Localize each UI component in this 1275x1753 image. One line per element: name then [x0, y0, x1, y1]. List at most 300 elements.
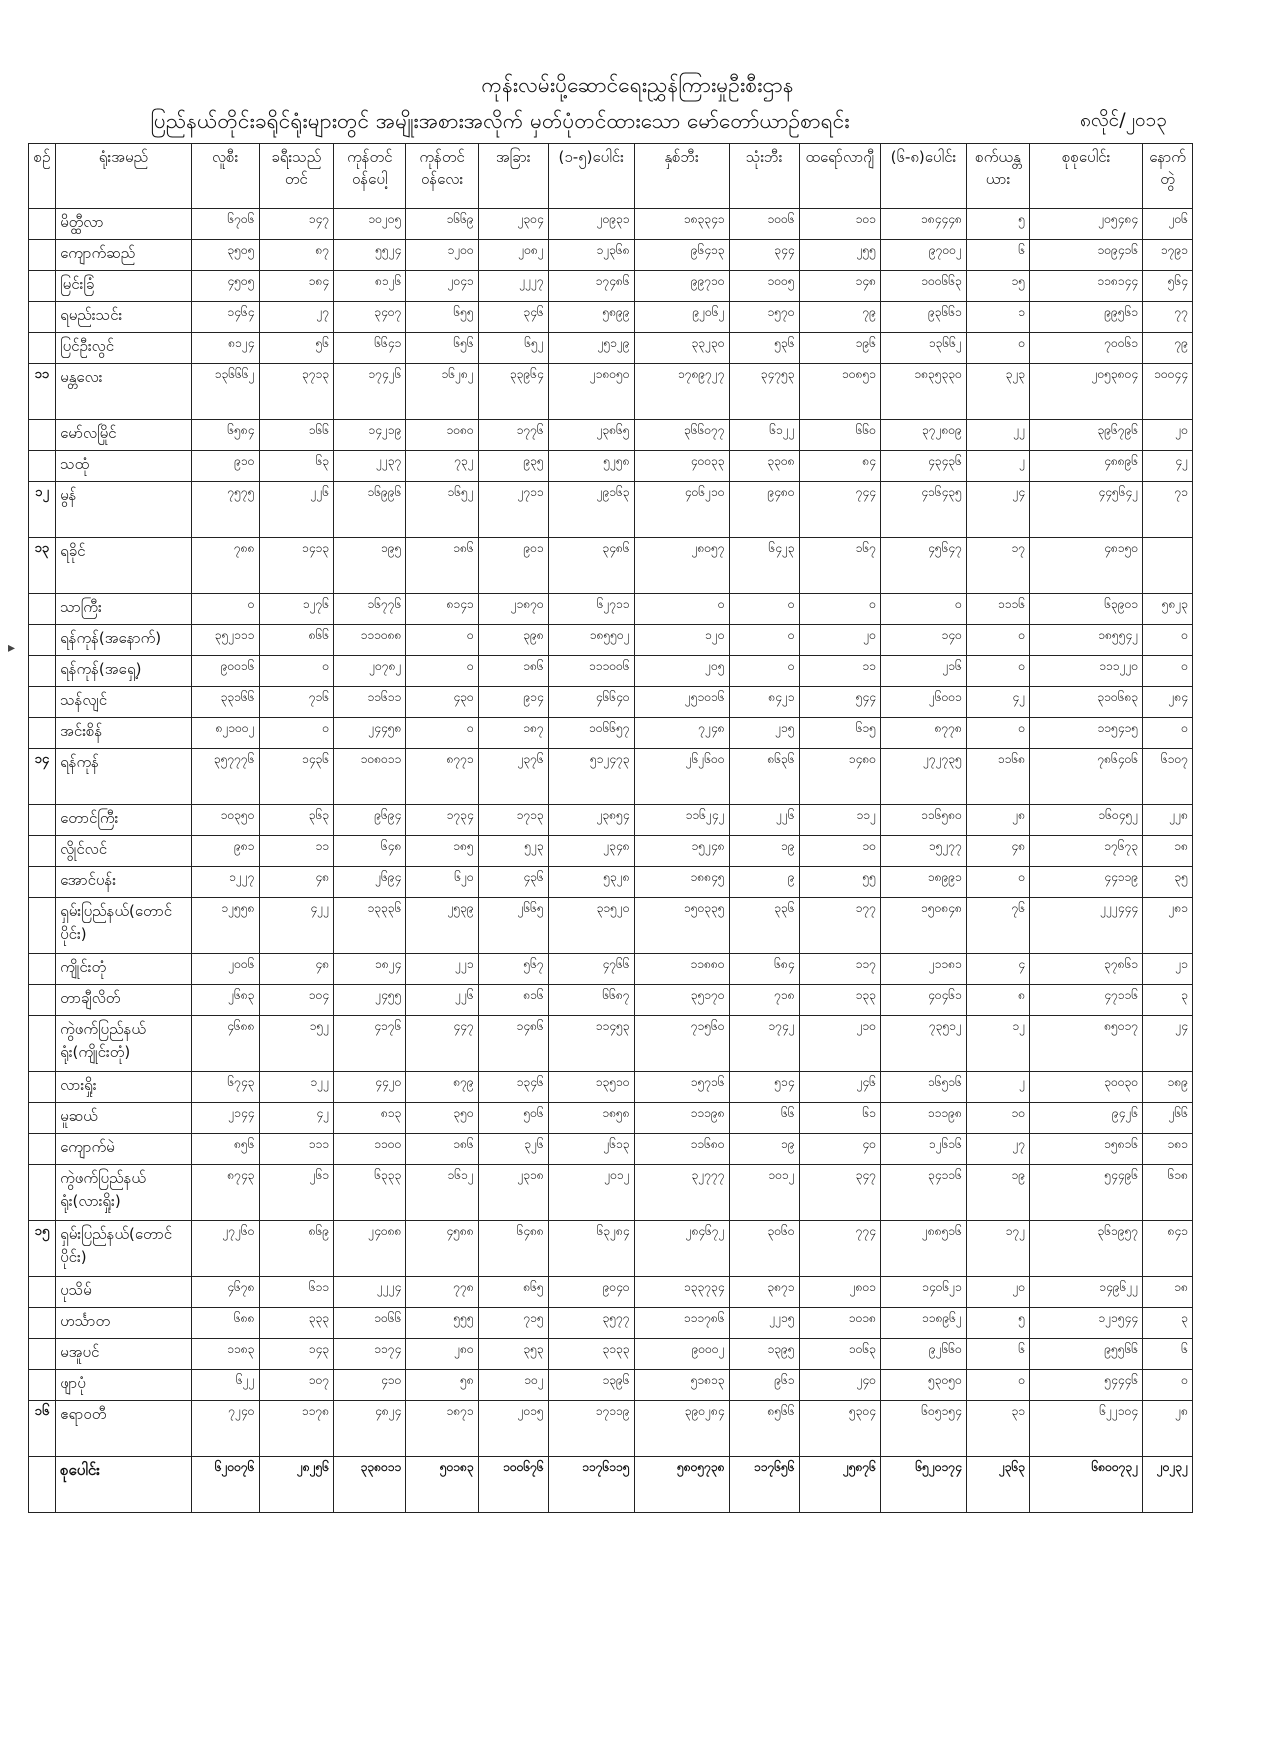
cell-value: ၄၆၈၈	[191, 1016, 259, 1072]
cell-value: ၈၁၂၆	[334, 271, 406, 302]
cell-value: ၄၂	[1143, 451, 1193, 482]
office-name: ဖျာပုံ	[56, 1370, 192, 1401]
cell-value: ၁၇၄၂	[729, 1016, 799, 1072]
cell-value: ၈၆၆	[259, 625, 334, 656]
cell-value: ၀	[259, 656, 334, 687]
cell-value: ၅၆	[259, 333, 334, 364]
cell-value: ၈၆၉	[259, 1221, 334, 1277]
office-name: ကျောက်မဲ	[56, 1134, 192, 1165]
cell-value: ၄	[966, 954, 1029, 985]
cell-value: ၁၈၄၄၄၈	[881, 209, 967, 240]
cell-value: ၉၀၄၀	[548, 1277, 634, 1308]
cell-value: ၁၃၄၆	[478, 1072, 548, 1103]
column-header: စက်ယန္တယား	[966, 144, 1029, 209]
cell-value: ၅၅၅	[406, 1308, 478, 1339]
cell-value: ၁၇၁၃	[478, 805, 548, 836]
cell-value: ၅၀၁၈၃	[406, 1457, 478, 1513]
cell-value: ၆၈၈	[191, 1308, 259, 1339]
cell-value: ၂၀	[1143, 420, 1193, 451]
cell-value: ၁၃၆၆၂	[881, 333, 967, 364]
cell-value: ၁၈၆	[406, 1134, 478, 1165]
table-row	[29, 867, 1193, 898]
cell-value: ၆၂၇၁၁	[548, 594, 634, 625]
office-name: ဧရာဝတီ	[56, 1401, 192, 1457]
cell-value: ၇၈၆၄၀၆	[1030, 749, 1143, 805]
cell-value: ၆၃၂၈၄	[548, 1221, 634, 1277]
cell-value: ၁၁၆၈၀	[634, 1134, 729, 1165]
cell-value: ၈၇၄၃	[191, 1165, 259, 1221]
cell-value: ၃၀၆၀	[729, 1221, 799, 1277]
table-row	[29, 1072, 1193, 1103]
cell-value: ၄၂	[966, 687, 1029, 718]
cell-value: ၆၇၀၆	[191, 209, 259, 240]
table-row	[29, 1016, 1193, 1072]
total-row	[29, 1457, 1193, 1513]
cell-value: ၀	[406, 625, 478, 656]
cell-value: ၈	[966, 985, 1029, 1016]
column-header: လူစီး	[191, 144, 259, 209]
cell-value: ၂	[966, 451, 1029, 482]
cell-value: ၆၅၂	[478, 333, 548, 364]
cell-value: ၇၃၂	[406, 451, 478, 482]
cell-value: ၅၄၄	[799, 687, 880, 718]
office-name: လွိုင်လင်	[56, 836, 192, 867]
table-row	[29, 1165, 1193, 1221]
cell-value: ၂၉၁၆၃	[548, 482, 634, 538]
cell-value: ၂၁၈၇၀	[478, 594, 548, 625]
cell-value: ၂၈၀၁	[799, 1277, 880, 1308]
row-number	[29, 302, 56, 333]
cell-value: ၆၀၅၁၅၄	[881, 1401, 967, 1457]
cell-value: ၁၀	[966, 1103, 1029, 1134]
cell-value: ၁၃၃၇၃၄	[634, 1277, 729, 1308]
table-row	[29, 333, 1193, 364]
row-number: ၁၁	[29, 364, 56, 420]
cell-value: ၂၂၆	[406, 985, 478, 1016]
cell-value: ၄၃၀	[406, 687, 478, 718]
cell-value: ၂၅၃၉	[406, 898, 478, 954]
cell-value: ၉၇၀၀၂	[881, 240, 967, 271]
cell-value: ၁၀၁	[799, 209, 880, 240]
cell-value: ၁၁၀၀	[334, 1134, 406, 1165]
cell-value: ၄၄၇	[406, 1016, 478, 1072]
table-row	[29, 1370, 1193, 1401]
cell-value: ၆၁၁	[259, 1277, 334, 1308]
cell-value: ၁၆၆	[259, 420, 334, 451]
cell-value: ၇၁၈	[729, 985, 799, 1016]
table-row	[29, 1103, 1193, 1134]
cell-value: ၀	[966, 656, 1029, 687]
cell-value: ၃၇၁၃	[259, 364, 334, 420]
cell-value: ၂၄၆	[799, 1072, 880, 1103]
cell-value: ၃၁	[966, 1401, 1029, 1457]
cell-value: ၉၂၀၆၂	[634, 302, 729, 333]
cell-value: ၄၅၀၅	[191, 271, 259, 302]
cell-value: ၆၈၄	[729, 954, 799, 985]
cell-value: ၁၁၁၉၈	[881, 1103, 967, 1134]
cell-value: ၁၉	[966, 1165, 1029, 1221]
cell-value: ၃၅	[1143, 867, 1193, 898]
cell-value: ၅၂၅၈	[548, 451, 634, 482]
cell-value: ၄၆၇၈	[191, 1277, 259, 1308]
cell-value: ၈၄	[799, 451, 880, 482]
cell-value: ၃၅၃	[478, 1339, 548, 1370]
cell-value: ၁၃၅၁၀	[548, 1072, 634, 1103]
table-row	[29, 1221, 1193, 1277]
cell-value: ၂၃၈၅၄	[548, 805, 634, 836]
column-header: ထရော်လာဂျီ	[799, 144, 880, 209]
cell-value: ၂၀၆	[1143, 209, 1193, 240]
cell-value: ၉၆၉၄	[334, 805, 406, 836]
cell-value: ၆၆၈၇	[548, 985, 634, 1016]
office-name: ကွဲဖက်ပြည်နယ်ရုံး(လားရှိုး)	[56, 1165, 192, 1221]
cell-value: ၄၁၀	[334, 1370, 406, 1401]
office-name: ပြင်ဦးလွင်	[56, 333, 192, 364]
cell-value: ၈၆၃၆	[729, 749, 799, 805]
cell-value: ၁၁	[259, 836, 334, 867]
cell-value: ၀	[881, 594, 967, 625]
table-row	[29, 898, 1193, 954]
cell-value: ၁၁၁၆	[966, 594, 1029, 625]
cell-value: ၇၃၅၁၂	[881, 1016, 967, 1072]
cell-value: ၇၉	[799, 302, 880, 333]
table-row	[29, 985, 1193, 1016]
cell-value: ၁၁၄၅၃	[548, 1016, 634, 1072]
office-name: စုပေါင်း	[56, 1457, 192, 1513]
cell-value: ၁၅၀၃၃၅	[634, 898, 729, 954]
cell-value: ၁၁၇	[799, 954, 880, 985]
cell-value: ၀	[966, 1370, 1029, 1401]
cell-value: ၇၈၈	[191, 538, 259, 594]
cell-value: ၄၈	[259, 954, 334, 985]
cell-value: ၇၅၇၅	[191, 482, 259, 538]
cell-value: ၁၆၉၉၆	[334, 482, 406, 538]
cell-value: ၅၈၀၅၇၃၈	[634, 1457, 729, 1513]
office-name: တောင်ကြီး	[56, 805, 192, 836]
cell-value: ၆၄၂၃	[729, 538, 799, 594]
cell-value: ၂၀	[966, 1277, 1029, 1308]
cell-value: ၁၀၁၂	[729, 1165, 799, 1221]
row-number	[29, 1308, 56, 1339]
cell-value: ၃၄၈၆	[548, 538, 634, 594]
cell-value: ၂၁	[1143, 954, 1193, 985]
cell-value: ၁	[966, 302, 1029, 333]
cell-value: ၀	[1143, 1370, 1193, 1401]
cell-value: ၂၈၄၆၇၂	[634, 1221, 729, 1277]
cell-value: ၁၉၅	[334, 538, 406, 594]
cell-value: ၃၅၁၇၀	[634, 985, 729, 1016]
cell-value: ၃၂၇၇၇	[634, 1165, 729, 1221]
column-header: စဉ်	[29, 144, 56, 209]
cell-value: ၄၄၂၀	[334, 1072, 406, 1103]
cell-value: ၂၂၂၇	[478, 271, 548, 302]
cell-value: ၅၃၀၄	[799, 1401, 880, 1457]
cell-value: ၁၅၈၁၆	[1030, 1134, 1143, 1165]
cell-value: ၃၇၂၈၀၉	[881, 420, 967, 451]
cell-value: ၈၁၄၁	[406, 594, 478, 625]
cell-value: ၁၈၉	[1143, 1072, 1193, 1103]
cell-value: ၁၁၂	[799, 805, 880, 836]
cell-value: ၁၁၆၈	[966, 749, 1029, 805]
cell-value: ၁၀၀၄၄	[1143, 364, 1193, 420]
column-header: စုစုပေါင်း	[1030, 144, 1143, 209]
office-name: သာကြီး	[56, 594, 192, 625]
cell-value: ၆၁	[799, 1103, 880, 1134]
cell-value: ၁၂၇၆	[259, 594, 334, 625]
office-name: အင်းစိန်	[56, 718, 192, 749]
cell-value: ၂၄၀၈၈	[334, 1221, 406, 1277]
office-name: လားရှိုး	[56, 1072, 192, 1103]
cell-value: ၈၂၁၀၀၂	[191, 718, 259, 749]
office-name: တာချီလိတ်	[56, 985, 192, 1016]
cell-value: ၁၈၃၃၄၁	[634, 209, 729, 240]
cell-value: ၆၁၂၂	[729, 420, 799, 451]
cell-value: ၁၃၃	[799, 985, 880, 1016]
cell-value: ၁၇၄၂၆	[334, 364, 406, 420]
row-number: ၁၂	[29, 482, 56, 538]
cell-value: ၈၇	[259, 240, 334, 271]
row-number	[29, 1016, 56, 1072]
office-name: ကျောက်ဆည်	[56, 240, 192, 271]
cell-value: ၂၂၈	[1143, 805, 1193, 836]
cell-value: ၀	[799, 594, 880, 625]
cell-value: ၁၀၉၄၁၆	[1030, 240, 1143, 271]
cell-value: ၁၁၁၉၈	[634, 1103, 729, 1134]
cell-value: ၁၄၈၆	[478, 1016, 548, 1072]
cell-value: ၆၁၅	[799, 718, 880, 749]
cell-value: ၈၄၂၁	[729, 687, 799, 718]
cell-value: ၁၉	[729, 836, 799, 867]
cell-value: ၂၇	[259, 302, 334, 333]
cell-value: ၈၁၂၄	[191, 333, 259, 364]
row-number: ၁၆	[29, 1401, 56, 1457]
cell-value: ၁၆၅၁၆	[881, 1072, 967, 1103]
table-row	[29, 749, 1193, 805]
table-row	[29, 482, 1193, 538]
cell-value: ၆၄၈	[334, 836, 406, 867]
document-title: ကုန်းလမ်းပို့ဆောင်ရေးညွှန်ကြားမှုဦးစီးဌာန	[481, 73, 794, 97]
cell-value: ၂၇၁၁	[478, 482, 548, 538]
cell-value: ၅၃၀၅၀	[881, 1370, 967, 1401]
cell-value: ၂၆၁	[259, 1165, 334, 1221]
cell-value: ၆	[966, 240, 1029, 271]
cell-value: ၁၉	[729, 1134, 799, 1165]
cell-value: ၆၆၀	[799, 420, 880, 451]
cell-value: ၁၇၇	[799, 898, 880, 954]
cell-value: ၇၁	[1143, 482, 1193, 538]
cell-value: ၂၄၅၅	[334, 985, 406, 1016]
cell-value: ၁၈၇၁	[406, 1401, 478, 1457]
row-number	[29, 1277, 56, 1308]
office-name: သထုံ	[56, 451, 192, 482]
row-number: ၁၅	[29, 1221, 56, 1277]
row-number	[29, 805, 56, 836]
cell-value: ၉၂၆၆၀	[881, 1339, 967, 1370]
column-header: ကုန်တင်ဝန်ပေါ့	[334, 144, 406, 209]
cell-value: ၁၈၅၅၀၂	[548, 625, 634, 656]
cell-value: ၄၈၂၄	[334, 1401, 406, 1457]
cell-value: ၁၅၂	[259, 1016, 334, 1072]
cell-value: ၀	[1143, 718, 1193, 749]
cell-value: ၆၁၀၇	[1143, 749, 1193, 805]
cell-value: ၁၁၇၄	[334, 1339, 406, 1370]
table-row	[29, 1277, 1193, 1308]
cell-value: ၀	[966, 333, 1029, 364]
cell-value: ၂၀၂၃၂	[1143, 1457, 1193, 1513]
cell-value: ၆၆၄၁	[334, 333, 406, 364]
table-row	[29, 687, 1193, 718]
cell-value: ၆	[1143, 1339, 1193, 1370]
cell-value: ၃၅၇၇	[548, 1308, 634, 1339]
table-row	[29, 364, 1193, 420]
table-row	[29, 1134, 1193, 1165]
cell-value: ၅၈၂၃	[1143, 594, 1193, 625]
cell-value: ၁၄၀	[881, 625, 967, 656]
cell-value: ၈၄၁	[1143, 1221, 1193, 1277]
cell-value: ၁၁၆၅၈၀	[881, 805, 967, 836]
cell-value: ၂၈	[1143, 1401, 1193, 1457]
cell-value: ၂၀	[799, 625, 880, 656]
cell-value: ၄၅၆၄၇	[881, 538, 967, 594]
cell-value: ၄၈၈၉၆	[1030, 451, 1143, 482]
row-number	[29, 1370, 56, 1401]
cell-value: ၁၀၈၅၁	[799, 364, 880, 420]
cell-value: ၃၉၆၇၉၆	[1030, 420, 1143, 451]
cell-value: ၁၁၁၀၀၆	[548, 656, 634, 687]
column-header: ရုံးအမည်	[56, 144, 192, 209]
cell-value: ၀	[259, 718, 334, 749]
cell-value: ၃၁၀၆၈၃	[1030, 687, 1143, 718]
cell-value: ၈၅၆၆	[729, 1401, 799, 1457]
column-header: (၆-၈)ပေါင်း	[881, 144, 967, 209]
cell-value: ၁၈	[1143, 1277, 1193, 1308]
cell-value: ၃၄၇	[799, 1165, 880, 1221]
table-row	[29, 538, 1193, 594]
cell-value: ၄၈၁၅၀	[1030, 538, 1143, 594]
cell-value: ၆၁၈	[1143, 1165, 1193, 1221]
cell-value: ၂၂၆	[259, 482, 334, 538]
cell-value: ၃၃၁၆၆	[191, 687, 259, 718]
row-number: ၁၄	[29, 749, 56, 805]
cell-value: ၀	[966, 867, 1029, 898]
cell-value: ၁၄၈	[799, 271, 880, 302]
cell-value: ၃၃၂၃၀	[634, 333, 729, 364]
cell-value: ၀	[729, 656, 799, 687]
table-row	[29, 451, 1193, 482]
cell-value: ၁၅၂၄၈	[634, 836, 729, 867]
cell-value: ၅၃၆	[729, 333, 799, 364]
cell-value: ၅	[966, 209, 1029, 240]
cell-value: ၂၀၇၈၂	[334, 656, 406, 687]
cell-value: ၂၈၂၅၆	[259, 1457, 334, 1513]
cell-value: ၉၆၄၁၃	[634, 240, 729, 271]
cell-value: ၁၁၇၈	[259, 1401, 334, 1457]
cell-value: ၂၁၈၀၅၀	[548, 364, 634, 420]
cell-value: ၂၀၅၄၈၄	[1030, 209, 1143, 240]
cell-value: ၁၁	[799, 656, 880, 687]
cell-value: ၃၃၃	[259, 1308, 334, 1339]
cell-value: ၅၁၈၁၃	[634, 1370, 729, 1401]
cell-value: ၆၅၂၀၁၇၄	[881, 1457, 967, 1513]
cell-value: ၁၈၃၅၃၃၀	[881, 364, 967, 420]
cell-value: ၄၂	[259, 1103, 334, 1134]
row-number	[29, 985, 56, 1016]
cell-value: ၇၀၀၆၁	[1030, 333, 1143, 364]
office-name: မူဆယ်	[56, 1103, 192, 1134]
cell-value: ၁၀၀၅	[729, 271, 799, 302]
cell-value: ၅၃၂၈	[548, 867, 634, 898]
cell-value: ၅၈	[406, 1370, 478, 1401]
cell-value: ၄၇၁၁၆	[1030, 985, 1143, 1016]
cell-value: ၁၇၄၈၆	[548, 271, 634, 302]
cell-value: ၁၈၂၄	[334, 954, 406, 985]
cell-value: ၅၀၆	[478, 1103, 548, 1134]
column-header: နောက်တွဲ	[1143, 144, 1193, 209]
cell-value: ၁၈	[1143, 836, 1193, 867]
cell-value: ၃၃၀၈	[729, 451, 799, 482]
office-name: ရှမ်းပြည်နယ်(တောင်ပိုင်း)	[56, 1221, 192, 1277]
cell-value: ၁၁၅၄၁၅	[1030, 718, 1143, 749]
cell-value: ၆၂၀	[406, 867, 478, 898]
cell-value: ၁၈၇	[478, 718, 548, 749]
cell-value: ၁၀၀၆၆၃	[881, 271, 967, 302]
office-name: မွန်	[56, 482, 192, 538]
cell-value: ၁၃၉၅	[729, 1339, 799, 1370]
cell-value: ၉၉၇၁၀	[634, 271, 729, 302]
cell-value: ၄၃၄၃၆	[881, 451, 967, 482]
cell-value: ၉၁၄	[478, 687, 548, 718]
cell-value: ၁၆၅၂	[406, 482, 478, 538]
cell-value: ၁၈၉၉၁	[881, 867, 967, 898]
cell-value: ၂၀၁၂	[548, 1165, 634, 1221]
cell-value: ၁၈၅	[406, 836, 478, 867]
row-number	[29, 240, 56, 271]
cell-value: ၇၁၅၆၀	[634, 1016, 729, 1072]
cell-value: ၁၀၁၈	[799, 1308, 880, 1339]
office-name: ရန်ကုန်(အရှေ့)	[56, 656, 192, 687]
cell-value: ၁၆၇	[799, 538, 880, 594]
cell-value: ၉၅၅၆၆	[1030, 1339, 1143, 1370]
cell-value: ၆၅၅	[406, 302, 478, 333]
cell-value: ၈၇၇၈	[881, 718, 967, 749]
cell-value: ၆၅၈၄	[191, 420, 259, 451]
cell-value: ၂၂၁	[406, 954, 478, 985]
table-row	[29, 271, 1193, 302]
cell-value: ၃	[1143, 1308, 1193, 1339]
row-number	[29, 1339, 56, 1370]
cell-value: ၂၂၁၅	[729, 1308, 799, 1339]
cell-value: ၂၇	[966, 1134, 1029, 1165]
office-name: မော်လမြိုင်	[56, 420, 192, 451]
cell-value: ၄၄၁၁၉	[1030, 867, 1143, 898]
cell-value: ၃၃၈၀၁၁	[334, 1457, 406, 1513]
row-number	[29, 718, 56, 749]
cell-value: ၁၀၂၀၅	[334, 209, 406, 240]
cell-value: ၁၅	[966, 271, 1029, 302]
cell-value: ၁၂၀	[634, 625, 729, 656]
office-name: အောင်ပန်း	[56, 867, 192, 898]
cell-value: ၆၂၀၀၇၆	[191, 1457, 259, 1513]
cell-value: ၁၁၁၂၂၀	[1030, 656, 1143, 687]
table-row	[29, 302, 1193, 333]
cell-value: ၉	[729, 867, 799, 898]
cell-value: ၃၅၂၁၁၁	[191, 625, 259, 656]
cell-value: ၈၁၃	[334, 1103, 406, 1134]
table-row	[29, 805, 1193, 836]
cell-value: ၁၅၀၈၄၈	[881, 898, 967, 954]
cell-value: ၇၇၄	[799, 1221, 880, 1277]
cell-value: ၂၁၀	[799, 1016, 880, 1072]
